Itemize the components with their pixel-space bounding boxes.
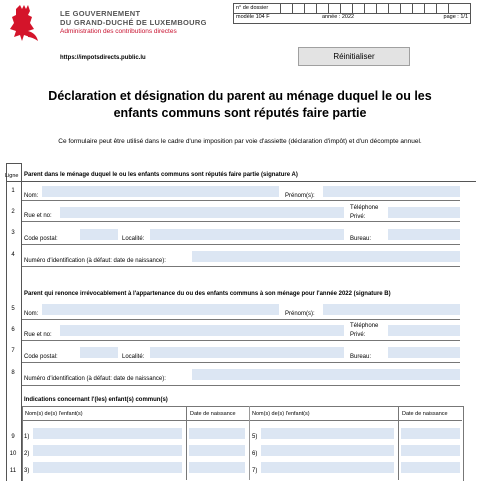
divider bbox=[249, 406, 250, 480]
divider bbox=[22, 266, 460, 267]
ligne-label: Ligne bbox=[5, 173, 19, 179]
reset-button[interactable]: Réinitialiser bbox=[298, 47, 410, 66]
divider bbox=[22, 200, 460, 201]
col-names-header: Nom(s) de(s) l'enfant(s) bbox=[25, 411, 83, 417]
dossier-header-box bbox=[233, 3, 471, 24]
parent-a-code-postal-field[interactable] bbox=[80, 229, 118, 240]
line-number: 1 bbox=[11, 188, 15, 194]
child-6-name-field[interactable] bbox=[261, 445, 394, 456]
page-label: page : 1/1 bbox=[443, 14, 468, 20]
divider bbox=[22, 362, 460, 363]
divider bbox=[186, 406, 187, 480]
page-title bbox=[0, 88, 480, 122]
code-postal-label: Code postal: bbox=[24, 354, 58, 360]
parent-b-rue-field[interactable] bbox=[60, 325, 344, 336]
line-number: 11 bbox=[9, 468, 17, 474]
col-dob-header: Date de naissance bbox=[190, 411, 236, 417]
rue-label: Rue et no: bbox=[24, 332, 52, 338]
divider bbox=[22, 385, 460, 386]
col-dob-header: Date de naissance bbox=[402, 411, 448, 417]
section-children: Indications concernant l'(les) enfant(s) commun(s) bbox=[24, 397, 168, 403]
parent-a-telephone-prive-field[interactable] bbox=[388, 207, 460, 218]
modele-label: modèle 104 F bbox=[236, 14, 270, 20]
title-line1: Déclaration et désignation du parent au ménage duquel le ou les bbox=[48, 89, 432, 103]
divider bbox=[22, 340, 460, 341]
telephone-label: Téléphone bbox=[350, 205, 379, 211]
prenoms-label: Prénom(s): bbox=[285, 311, 315, 317]
bureau-label: Bureau: bbox=[350, 236, 372, 242]
line-number: 5 bbox=[11, 306, 15, 312]
parent-b-prenoms-field[interactable] bbox=[323, 304, 460, 315]
divider bbox=[398, 406, 399, 480]
child-item-label: 1) bbox=[24, 434, 30, 440]
parent-a-prenoms-field[interactable] bbox=[323, 186, 460, 197]
parent-b-code-postal-field[interactable] bbox=[80, 347, 118, 358]
administration-name: Administration des contributions directes bbox=[60, 28, 177, 35]
child-2-name-field[interactable] bbox=[33, 445, 182, 456]
line-number: 7 bbox=[11, 348, 15, 354]
luxembourg-lion-logo bbox=[6, 3, 42, 45]
divider bbox=[22, 221, 460, 222]
government-line2: DU GRAND-DUCHÉ DE LUXEMBOURG bbox=[60, 18, 207, 27]
child-1-name-field[interactable] bbox=[33, 428, 182, 439]
website-link[interactable]: https://impotsdirects.public.lu bbox=[60, 55, 146, 61]
parent-b-nom-field[interactable] bbox=[42, 304, 279, 315]
child-3-dob-field[interactable] bbox=[189, 462, 245, 473]
rue-label: Rue et no: bbox=[24, 213, 52, 219]
intro-text: Ce formulaire peut être utilisé dans le cadre d'une imposition par voie d'assiette (déclaration d'impôt) et d'un décompte annuel. bbox=[58, 138, 422, 145]
line-number: 4 bbox=[11, 252, 15, 258]
line-number: 6 bbox=[11, 327, 15, 333]
title-line2: enfants communs sont réputés faire partie bbox=[113, 106, 367, 120]
child-3-name-field[interactable] bbox=[33, 462, 182, 473]
parent-a-nom-field[interactable] bbox=[42, 186, 279, 197]
child-7-dob-field[interactable] bbox=[401, 462, 460, 473]
parent-b-telephone-prive-field[interactable] bbox=[388, 325, 460, 336]
parent-b-telephone-bureau-field[interactable] bbox=[388, 347, 460, 358]
bureau-label: Bureau: bbox=[350, 354, 372, 360]
nom-label: Nom: bbox=[24, 193, 39, 199]
line-number: 8 bbox=[11, 370, 15, 376]
government-line1: LE GOUVERNEMENT bbox=[60, 9, 141, 18]
prenoms-label: Prénom(s): bbox=[285, 193, 315, 199]
child-2-dob-field[interactable] bbox=[189, 445, 245, 456]
child-item-label: 6) bbox=[252, 451, 258, 457]
parent-b-matricule-field[interactable] bbox=[192, 369, 460, 380]
section-parent-b: Parent qui renonce irrévocablement à l'appartenance du ou des enfants communs à son ménage pour l'année 2022 (signature B) bbox=[24, 291, 391, 297]
child-5-dob-field[interactable] bbox=[401, 428, 460, 439]
line-number: 9 bbox=[11, 434, 15, 440]
divider bbox=[22, 420, 462, 421]
child-5-name-field[interactable] bbox=[261, 428, 394, 439]
matricule-label: Numéro d'identification (à défaut: date de naissance): bbox=[24, 258, 166, 264]
parent-a-matricule-field[interactable] bbox=[192, 251, 460, 262]
divider bbox=[22, 319, 460, 320]
child-7-name-field[interactable] bbox=[261, 462, 394, 473]
parent-b-localite-field[interactable] bbox=[150, 347, 344, 358]
col-names-header: Nom(s) de(s) l'enfant(s) bbox=[252, 411, 310, 417]
prive-label: Privé: bbox=[350, 214, 366, 220]
parent-a-telephone-bureau-field[interactable] bbox=[388, 229, 460, 240]
section-parent-a: Parent dans le ménage duquel le ou les enfants communs sont réputés faire partie (signature A) bbox=[24, 172, 298, 178]
child-item-label: 7) bbox=[252, 468, 258, 474]
divider bbox=[6, 181, 476, 182]
annee-label: année : 2022 bbox=[322, 14, 355, 20]
localite-label: Localité: bbox=[122, 354, 145, 360]
localite-label: Localité: bbox=[122, 236, 145, 242]
child-item-label: 2) bbox=[24, 451, 30, 457]
code-postal-label: Code postal: bbox=[24, 236, 58, 242]
prive-label: Privé: bbox=[350, 332, 366, 338]
divider bbox=[22, 244, 460, 245]
line-number: 3 bbox=[11, 230, 15, 236]
dossier-label: n° de dossier bbox=[236, 5, 269, 11]
matricule-label: Numéro d'identification (à défaut: date de naissance): bbox=[24, 376, 166, 382]
parent-a-rue-field[interactable] bbox=[60, 207, 344, 218]
child-item-label: 3) bbox=[24, 468, 30, 474]
line-number: 10 bbox=[9, 451, 17, 457]
child-item-label: 5) bbox=[252, 434, 258, 440]
telephone-label: Téléphone bbox=[350, 323, 379, 329]
child-1-dob-field[interactable] bbox=[189, 428, 245, 439]
nom-label: Nom: bbox=[24, 311, 39, 317]
parent-a-localite-field[interactable] bbox=[150, 229, 344, 240]
child-6-dob-field[interactable] bbox=[401, 445, 460, 456]
line-number: 2 bbox=[11, 209, 15, 215]
